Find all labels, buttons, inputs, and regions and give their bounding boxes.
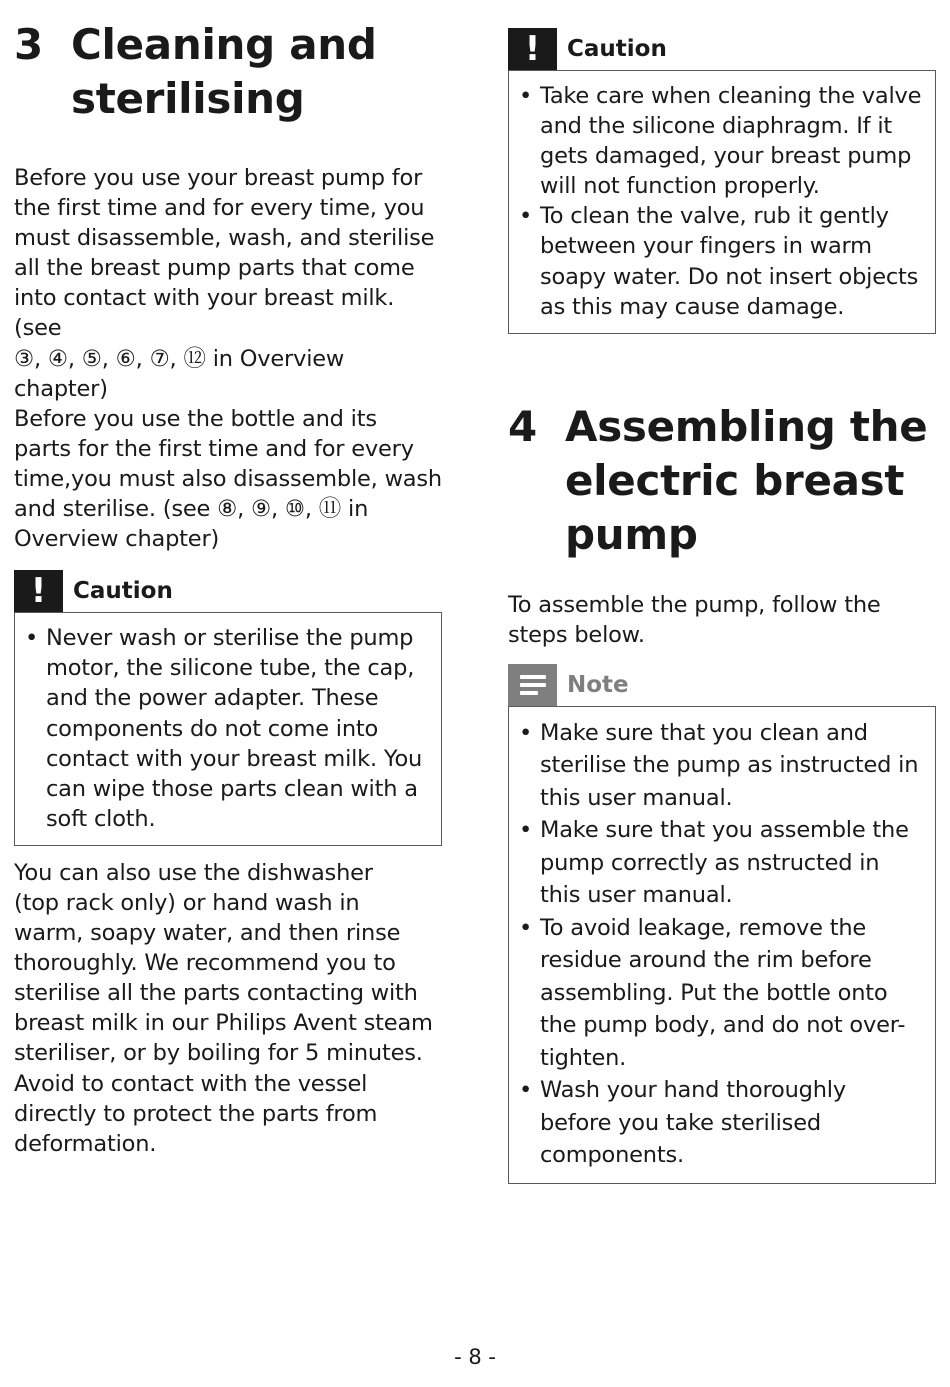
exclamation-icon: ! <box>508 28 557 70</box>
exclamation-icon: ! <box>14 570 63 612</box>
part-ref: ⑧ <box>217 496 238 523</box>
part-ref: ⑥ <box>115 345 136 372</box>
list-item: • Wash your hand thoroughly before you take sterilised components. <box>519 1074 923 1172</box>
part-ref: ⑫ <box>183 345 206 372</box>
part-ref: ③ <box>14 345 34 372</box>
left-column <box>14 18 442 1159</box>
list-item: • Make sure that you clean and sterilise the pump as instructed in this user manual. <box>519 717 923 815</box>
section-number: 3 <box>14 20 43 69</box>
cleaning-paragraph: You can also use the dishwasher (top rack only) or hand wash in warm, soapy water, and then rinse thoroughly. We recommend you to sterilise all the parts contacting with breast milk in our Philips Avent steam steriliser, or by boiling for 5 minutes. Avoid to contact with the vessel directly to protect the parts from deformation. <box>14 859 433 1157</box>
section-title-line: sterilising <box>71 74 305 123</box>
part-ref: ⑩ <box>284 496 305 523</box>
part-ref: ⑨ <box>250 496 271 523</box>
part-ref: ⑪ <box>318 496 342 523</box>
note-lines-icon <box>508 664 557 706</box>
part-ref: ⑤ <box>81 345 102 372</box>
caution-body <box>508 70 936 334</box>
caution-label: Caution <box>567 36 667 62</box>
right-column <box>508 28 936 1184</box>
caution-box-right <box>508 28 936 334</box>
assembly-intro: To assemble the pump, follow the steps below. <box>508 591 881 648</box>
note-body <box>508 706 936 1184</box>
caution-box <box>14 570 442 846</box>
section-3-heading <box>14 18 442 126</box>
note-header <box>508 664 936 706</box>
part-ref: ⑦ <box>149 345 170 372</box>
caution-label: Caution <box>73 578 173 605</box>
bottle-paragraph: Before you use the bottle and its parts for the first time and for every time,you must also disassemble, wash and sterilise. (see ⑧, ⑨, ⑩, ⑪ in Overview chapter) <box>14 405 442 553</box>
caution-header <box>14 570 442 612</box>
section-4-heading <box>508 400 936 562</box>
caution-body <box>14 612 442 846</box>
list-item: • Never wash or sterilise the pump motor, the silicone tube, the cap, and the power adapter. These components do not come into contact with your breast milk. You can wipe those parts clean with a soft cloth. <box>25 623 429 834</box>
note-box <box>508 664 936 1184</box>
section-title <box>71 18 442 126</box>
section-title: Assembling the electric breast pump <box>565 401 928 559</box>
list-item: • Take care when cleaning the valve and the silicone diaphragm. If it gets damaged, your breast pump will not function properly. <box>519 81 923 201</box>
section-title-line: Cleaning and <box>71 20 377 69</box>
intro-paragraph: Before you use your breast pump for the first time and for every time, you must disassemble, wash, and sterilise all the breast pump parts that come into contact with your breast milk. (see ③, ④, ⑤, ⑥, ⑦, ⑫ in Overview chapter) <box>14 165 435 402</box>
list-item: • To clean the valve, rub it gently between your fingers in warm soapy water. Do not insert objects as this may cause damage. <box>519 201 923 321</box>
part-ref: ④ <box>47 345 68 372</box>
list-item: • To avoid leakage, remove the residue around the rim before assembling. Put the bottle onto the pump body, and do not over-tighten. <box>519 912 923 1075</box>
note-label: Note <box>567 671 629 698</box>
page-number: - 8 - <box>454 1345 496 1369</box>
caution-header <box>508 28 936 70</box>
list-item: • Make sure that you assemble the pump correctly as nstructed in this user manual. <box>519 814 923 912</box>
section-number: 4 <box>508 401 537 451</box>
